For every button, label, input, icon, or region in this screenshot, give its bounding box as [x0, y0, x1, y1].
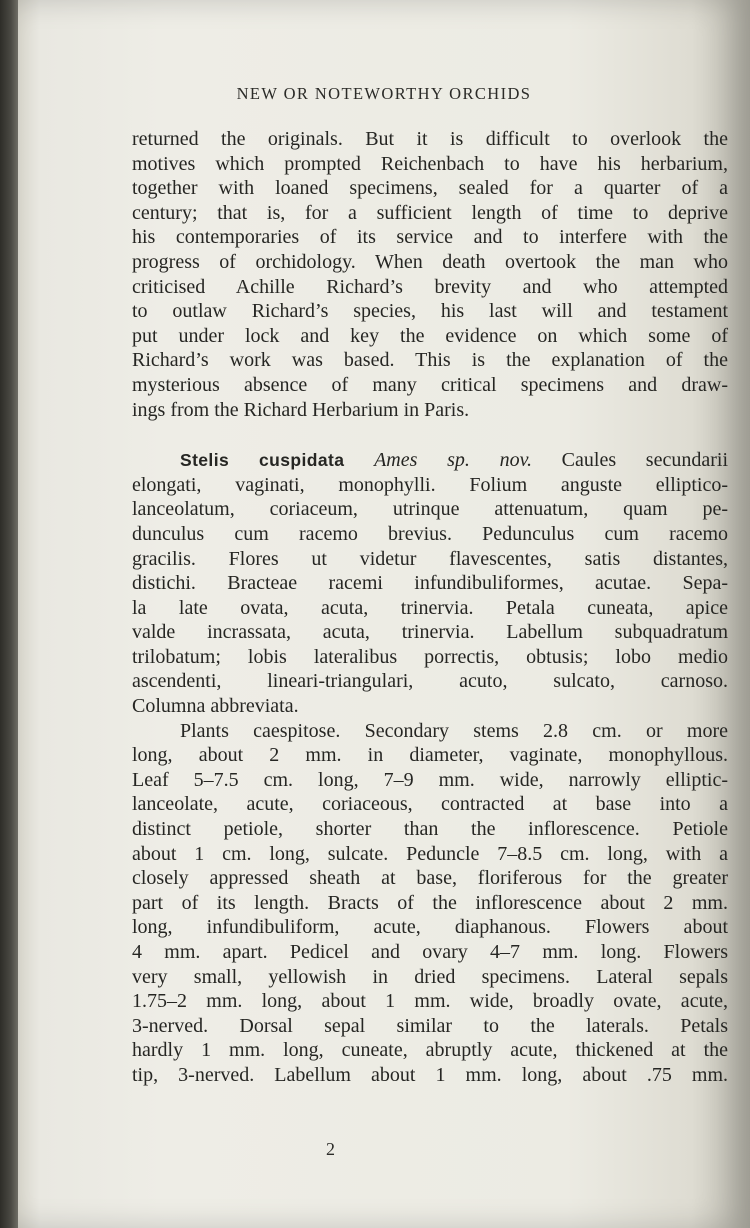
text-line: motives which prompted Reichenbach to have his herbarium, [132, 152, 728, 175]
text-line: Richard’s work was based. This is the explanation of the [132, 349, 728, 372]
species-name: Stelis cuspidata [180, 450, 345, 471]
text-line: hardly 1 mm. long, cuneate, abruptly acute, thickened at the [132, 1039, 728, 1062]
text-line: progress of orchidology. When death overtook the man who [132, 250, 728, 273]
text-line: about 1 cm. long, sulcate. Peduncle 7–8.5 cm. long, with a [132, 842, 728, 865]
text-line: valde incrassata, acuta, trinervia. Labellum subquadratum [132, 621, 728, 644]
text-line: Plants caespitose. Secondary stems 2.8 cm. or more [180, 719, 728, 742]
latin-description [132, 448, 728, 719]
text-line: his contemporaries of its service and to interfere with the [132, 226, 728, 249]
text-line: together with loaned specimens, sealed for a quarter of a [132, 177, 728, 200]
text-line: Leaf 5–7.5 cm. long, 7–9 mm. wide, narrowly elliptic- [132, 768, 728, 791]
text-line: distinct petiole, shorter than the inflorescence. Petiole [132, 818, 728, 841]
book-page [18, 0, 750, 1228]
paragraph-gap [132, 422, 728, 448]
book-spine [0, 0, 18, 1228]
text-line: tip, 3-nerved. Labellum about 1 mm. long, about .75 mm. [132, 1063, 728, 1086]
running-header: NEW OR NOTEWORTHY ORCHIDS [236, 84, 532, 103]
text-line: 1.75–2 mm. long, about 1 mm. wide, broadly ovate, acute, [132, 990, 728, 1013]
text-line: elongati, vaginati, monophylli. Folium anguste elliptico- [132, 473, 728, 496]
text-line: dunculus cum racemo brevius. Pedunculus cum racemo [132, 522, 728, 545]
text-line: returned the originals. But it is difficult to overlook the [132, 128, 728, 150]
page-number: 2 [326, 1139, 335, 1159]
text-line: very small, yellowish in dried specimens. Lateral sepals [132, 965, 728, 988]
text-line: put under lock and key the evidence on which some of [132, 324, 728, 347]
text-line: criticised Achille Richard’s brevity and who attempted [132, 275, 728, 298]
text-line: ings from the Richard Herbarium in Paris. [132, 398, 470, 421]
text-line: closely appressed sheath at base, floriferous for the greater [132, 867, 728, 890]
text-line: part of its length. Bracts of the inflorescence about 2 mm. [132, 891, 728, 914]
english-description [132, 719, 728, 1088]
text-line-fragment: Caules secundarii [561, 449, 728, 472]
text-line: long, infundibuliform, acute, diaphanous. Flowers about [132, 916, 728, 939]
text-line: gracilis. Flores ut videtur flavescentes, satis distantes, [132, 547, 728, 570]
text-line: century; that is, for a sufficient length of time to deprive [132, 201, 728, 224]
text-line: trilobatum; lobis lateralibus porrectis, obtusis; lobo medio [132, 645, 728, 668]
species-author: Ames sp. nov. [374, 449, 532, 472]
text-line: lanceolatum, coriaceum, utrinque attenuatum, quam pe- [132, 498, 728, 521]
species-heading-line [132, 448, 728, 473]
text-line: to outlaw Richard’s species, his last will and testament [132, 300, 728, 323]
paragraph-reichenbach [132, 127, 728, 422]
text-line: distichi. Bracteae racemi infundibuliformes, acutae. Sepa- [132, 572, 728, 595]
body-text [132, 127, 728, 1088]
text-line: 3-nerved. Dorsal sepal similar to the laterals. Petals [132, 1014, 728, 1037]
text-line: la late ovata, acuta, trinervia. Petala cuneata, apice [132, 596, 728, 619]
text-line: Columna abbreviata. [132, 695, 299, 718]
text-line: long, about 2 mm. in diameter, vaginate, monophyllous. [132, 744, 728, 767]
text-line: lanceolate, acute, coriaceous, contracted at base into a [132, 793, 728, 816]
text-line: 4 mm. apart. Pedicel and ovary 4–7 mm. long. Flowers [132, 941, 728, 963]
text-line: ascendenti, lineari-triangulari, acuto, sulcato, carnoso. [132, 670, 728, 693]
text-line: mysterious absence of many critical specimens and draw- [132, 373, 728, 396]
